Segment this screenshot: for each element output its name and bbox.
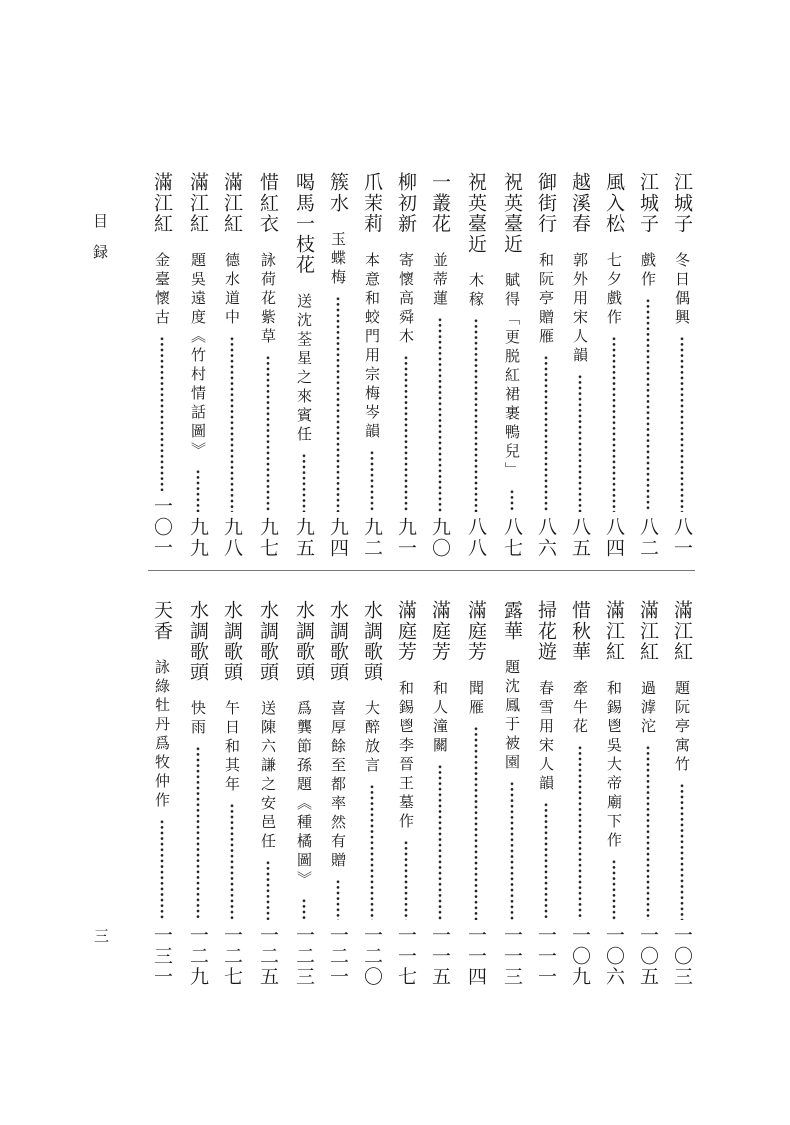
- entry-subtitle: 和錫鬯吳大帝廟下作: [605, 679, 623, 851]
- toc-entry: [360, 600, 384, 987]
- entry-title: 祝英臺近: [465, 172, 487, 255]
- toc-entry: [326, 600, 350, 987]
- dot-leader: [534, 802, 558, 920]
- entry-subtitle: 題阮亭寓竹: [673, 679, 691, 775]
- entry-subtitle: 七夕戲作: [605, 251, 623, 328]
- toc-entry: [464, 172, 488, 558]
- entry-page-number: 一〇一: [151, 496, 173, 558]
- entry-subtitle: 寄懷高舜木: [397, 251, 415, 347]
- entry-subtitle: 快雨: [189, 700, 207, 739]
- entry-title: 滿庭芳: [395, 600, 417, 662]
- dot-leader: [326, 296, 350, 512]
- entry-subtitle: 送陳六謙之安邑任: [259, 700, 277, 853]
- entry-subtitle: 木稼: [467, 272, 485, 311]
- entry-title: 滿江紅: [671, 600, 693, 662]
- entry-title: 天香: [151, 600, 173, 642]
- entry-subtitle: 題吳遠度《竹村情話圖》: [189, 251, 207, 461]
- dot-leader: [428, 764, 452, 920]
- entry-page-number: 一一五: [429, 925, 451, 987]
- entry-page-number: 一二〇: [361, 925, 383, 987]
- toc-entry: [326, 172, 350, 558]
- entry-page-number: 一一一: [535, 925, 557, 987]
- entry-subtitle: 冬日偶興: [673, 251, 691, 328]
- entry-title: 掃花遊: [535, 600, 557, 662]
- entry-subtitle: 春雪用宋人韻: [537, 679, 555, 794]
- entry-page-number: 九四: [327, 516, 349, 558]
- toc-entry: [602, 172, 626, 558]
- toc-entry: [428, 600, 452, 987]
- dot-leader: [602, 859, 626, 920]
- entry-page-number: 九八: [221, 516, 243, 558]
- entry-subtitle: 午日和其年: [223, 700, 241, 796]
- entry-subtitle: 和人潼關: [431, 679, 449, 756]
- entry-subtitle: 玉蝶梅: [329, 231, 347, 289]
- entry-page-number: 一〇九: [569, 925, 591, 987]
- entry-page-number: 九九: [187, 516, 209, 558]
- entry-subtitle: 詠荷花紫草: [259, 251, 277, 347]
- toc-entry: [186, 600, 210, 987]
- toc-entry: [428, 172, 452, 558]
- toc-entry: [360, 172, 384, 558]
- entry-subtitle: 爲龔節孫題《種橘圖》: [295, 700, 313, 891]
- toc-entry: [186, 172, 210, 558]
- entry-page-number: 一二九: [187, 925, 209, 987]
- section-divider: [148, 570, 695, 571]
- dot-leader: [360, 784, 384, 920]
- dot-leader: [256, 860, 280, 920]
- entry-subtitle: 題沈鳳于被園: [503, 659, 521, 774]
- entry-subtitle: 和阮亭贈雁: [537, 251, 555, 347]
- toc-entry: [220, 600, 244, 987]
- entry-title: 水調歌頭: [361, 600, 383, 683]
- dot-leader: [602, 336, 626, 512]
- entry-title: 風入松: [603, 172, 625, 234]
- dot-leader: [568, 745, 592, 920]
- toc-margin-label: 目録: [91, 213, 109, 275]
- entry-page-number: 一三一: [151, 925, 173, 987]
- dot-leader: [636, 298, 660, 512]
- entry-title: 滿江紅: [151, 172, 173, 234]
- entry-title: 滿江紅: [603, 600, 625, 662]
- entry-page-number: 九一: [395, 516, 417, 558]
- entry-page-number: 一二三: [293, 925, 315, 987]
- entry-title: 越溪春: [569, 172, 591, 234]
- dot-leader: [220, 803, 244, 920]
- entry-title: 水調歌頭: [187, 600, 209, 683]
- entry-subtitle: 送沈荃星之來賓任: [295, 293, 313, 445]
- toc-entry: [394, 600, 418, 987]
- entry-page-number: 九二: [361, 516, 383, 558]
- entry-subtitle: 賦得「更脱紅裙裹鴨兒」: [503, 272, 521, 482]
- entry-page-number: 八八: [465, 516, 487, 558]
- toc-entry: [292, 600, 316, 987]
- entry-title: 水調歌頭: [327, 600, 349, 683]
- toc-entry: [500, 600, 524, 987]
- dot-leader: [292, 898, 316, 920]
- entry-page-number: 八二: [637, 516, 659, 558]
- entry-subtitle: 金臺懷古: [153, 251, 171, 328]
- dot-leader: [360, 450, 384, 512]
- entry-title: 簇水: [327, 172, 349, 214]
- entry-title: 滿江紅: [637, 600, 659, 662]
- toc-entry: [464, 600, 488, 987]
- toc-entry: [394, 172, 418, 558]
- entry-title: 滿江紅: [187, 172, 209, 234]
- dot-leader: [464, 726, 488, 920]
- entry-page-number: 一一七: [395, 925, 417, 987]
- entry-title: 滿庭芳: [429, 600, 451, 662]
- dot-leader: [256, 355, 280, 512]
- dot-leader: [568, 374, 592, 512]
- dot-leader: [534, 355, 558, 512]
- entry-page-number: 一一四: [465, 925, 487, 987]
- entry-page-number: 一二五: [257, 925, 279, 987]
- toc-entry: [670, 172, 694, 558]
- entry-page-number: 九五: [293, 516, 315, 558]
- dot-leader: [150, 819, 174, 920]
- toc-entry: [534, 172, 558, 558]
- toc-entry: [256, 600, 280, 987]
- toc-entry: [220, 172, 244, 558]
- dot-leader: [670, 336, 694, 512]
- entry-subtitle: 郭外用宋人韻: [571, 251, 589, 366]
- entry-subtitle: 喜厚餘至都率然有贈: [329, 700, 347, 872]
- entry-title: 江城子: [637, 172, 659, 234]
- toc-entry: [534, 600, 558, 987]
- entry-page-number: 八七: [501, 516, 523, 558]
- entry-title: 爪茉莉: [361, 172, 383, 234]
- dot-leader: [500, 489, 524, 511]
- entry-subtitle: 牽牛花: [571, 679, 589, 737]
- entry-title: 江城子: [671, 172, 693, 234]
- dot-leader: [428, 317, 452, 512]
- dot-leader: [326, 879, 350, 920]
- entry-page-number: 一一三: [501, 925, 523, 987]
- dot-leader: [464, 318, 488, 511]
- entry-page-number: 九七: [257, 516, 279, 558]
- dot-leader: [186, 746, 210, 920]
- entry-subtitle: 詠綠牡丹爲牧仲作: [153, 659, 171, 812]
- entry-page-number: 一〇三: [671, 925, 693, 987]
- entry-subtitle: 和錫鬯李晉王墓作: [397, 679, 415, 832]
- entry-subtitle: 並蒂蓮: [431, 251, 449, 309]
- entry-page-number: 八五: [569, 516, 591, 558]
- dot-leader: [394, 355, 418, 512]
- dot-leader: [636, 745, 660, 920]
- entry-title: 滿江紅: [221, 172, 243, 234]
- entry-title: 水調歌頭: [293, 600, 315, 683]
- toc-entry: [568, 600, 592, 987]
- dot-leader: [292, 453, 316, 512]
- entry-page-number: 九〇: [429, 516, 451, 558]
- entry-title: 惜紅衣: [257, 172, 279, 234]
- entry-title: 喝馬一枝花: [293, 172, 315, 275]
- entry-page-number: 一二一: [327, 925, 349, 987]
- entry-subtitle: 戲作: [639, 251, 657, 290]
- entry-title: 水調歌頭: [257, 600, 279, 683]
- entry-subtitle: 聞雁: [467, 679, 485, 718]
- entry-title: 御街行: [535, 172, 557, 234]
- toc-entry: [500, 172, 524, 558]
- toc-entry: [636, 172, 660, 558]
- dot-leader: [186, 469, 210, 512]
- toc-entry: [150, 172, 174, 558]
- entry-title: 祝英臺近: [501, 172, 523, 255]
- dot-leader: [500, 781, 524, 920]
- entry-title: 柳初新: [395, 172, 417, 234]
- entry-page-number: 八一: [671, 516, 693, 558]
- toc-entry: [636, 600, 660, 987]
- entry-page-number: 一二七: [221, 925, 243, 987]
- folio-page-number: 三: [92, 928, 110, 943]
- entry-subtitle: 過滹沱: [639, 679, 657, 737]
- entry-title: 水調歌頭: [221, 600, 243, 683]
- toc-entry: [256, 172, 280, 558]
- entry-title: 露華: [501, 600, 523, 642]
- entry-page-number: 一〇五: [637, 925, 659, 987]
- entry-subtitle: 大醉放言: [363, 700, 381, 777]
- toc-entry: [292, 172, 316, 558]
- toc-entry: [670, 600, 694, 987]
- dot-leader: [150, 336, 174, 491]
- entry-page-number: 一〇六: [603, 925, 625, 987]
- entry-title: 惜秋華: [569, 600, 591, 662]
- toc-entry: [568, 172, 592, 558]
- entry-page-number: 八四: [603, 516, 625, 558]
- toc-entry: [602, 600, 626, 987]
- toc-entry: [150, 600, 174, 987]
- entry-subtitle: 德水道中: [223, 251, 241, 328]
- entry-title: 滿庭芳: [465, 600, 487, 662]
- dot-leader: [670, 783, 694, 920]
- entry-title: 一叢花: [429, 172, 451, 234]
- dot-leader: [394, 840, 418, 920]
- dot-leader: [220, 336, 244, 512]
- entry-subtitle: 本意和蛟門用宗梅岑韻: [363, 251, 381, 442]
- entry-page-number: 八六: [535, 516, 557, 558]
